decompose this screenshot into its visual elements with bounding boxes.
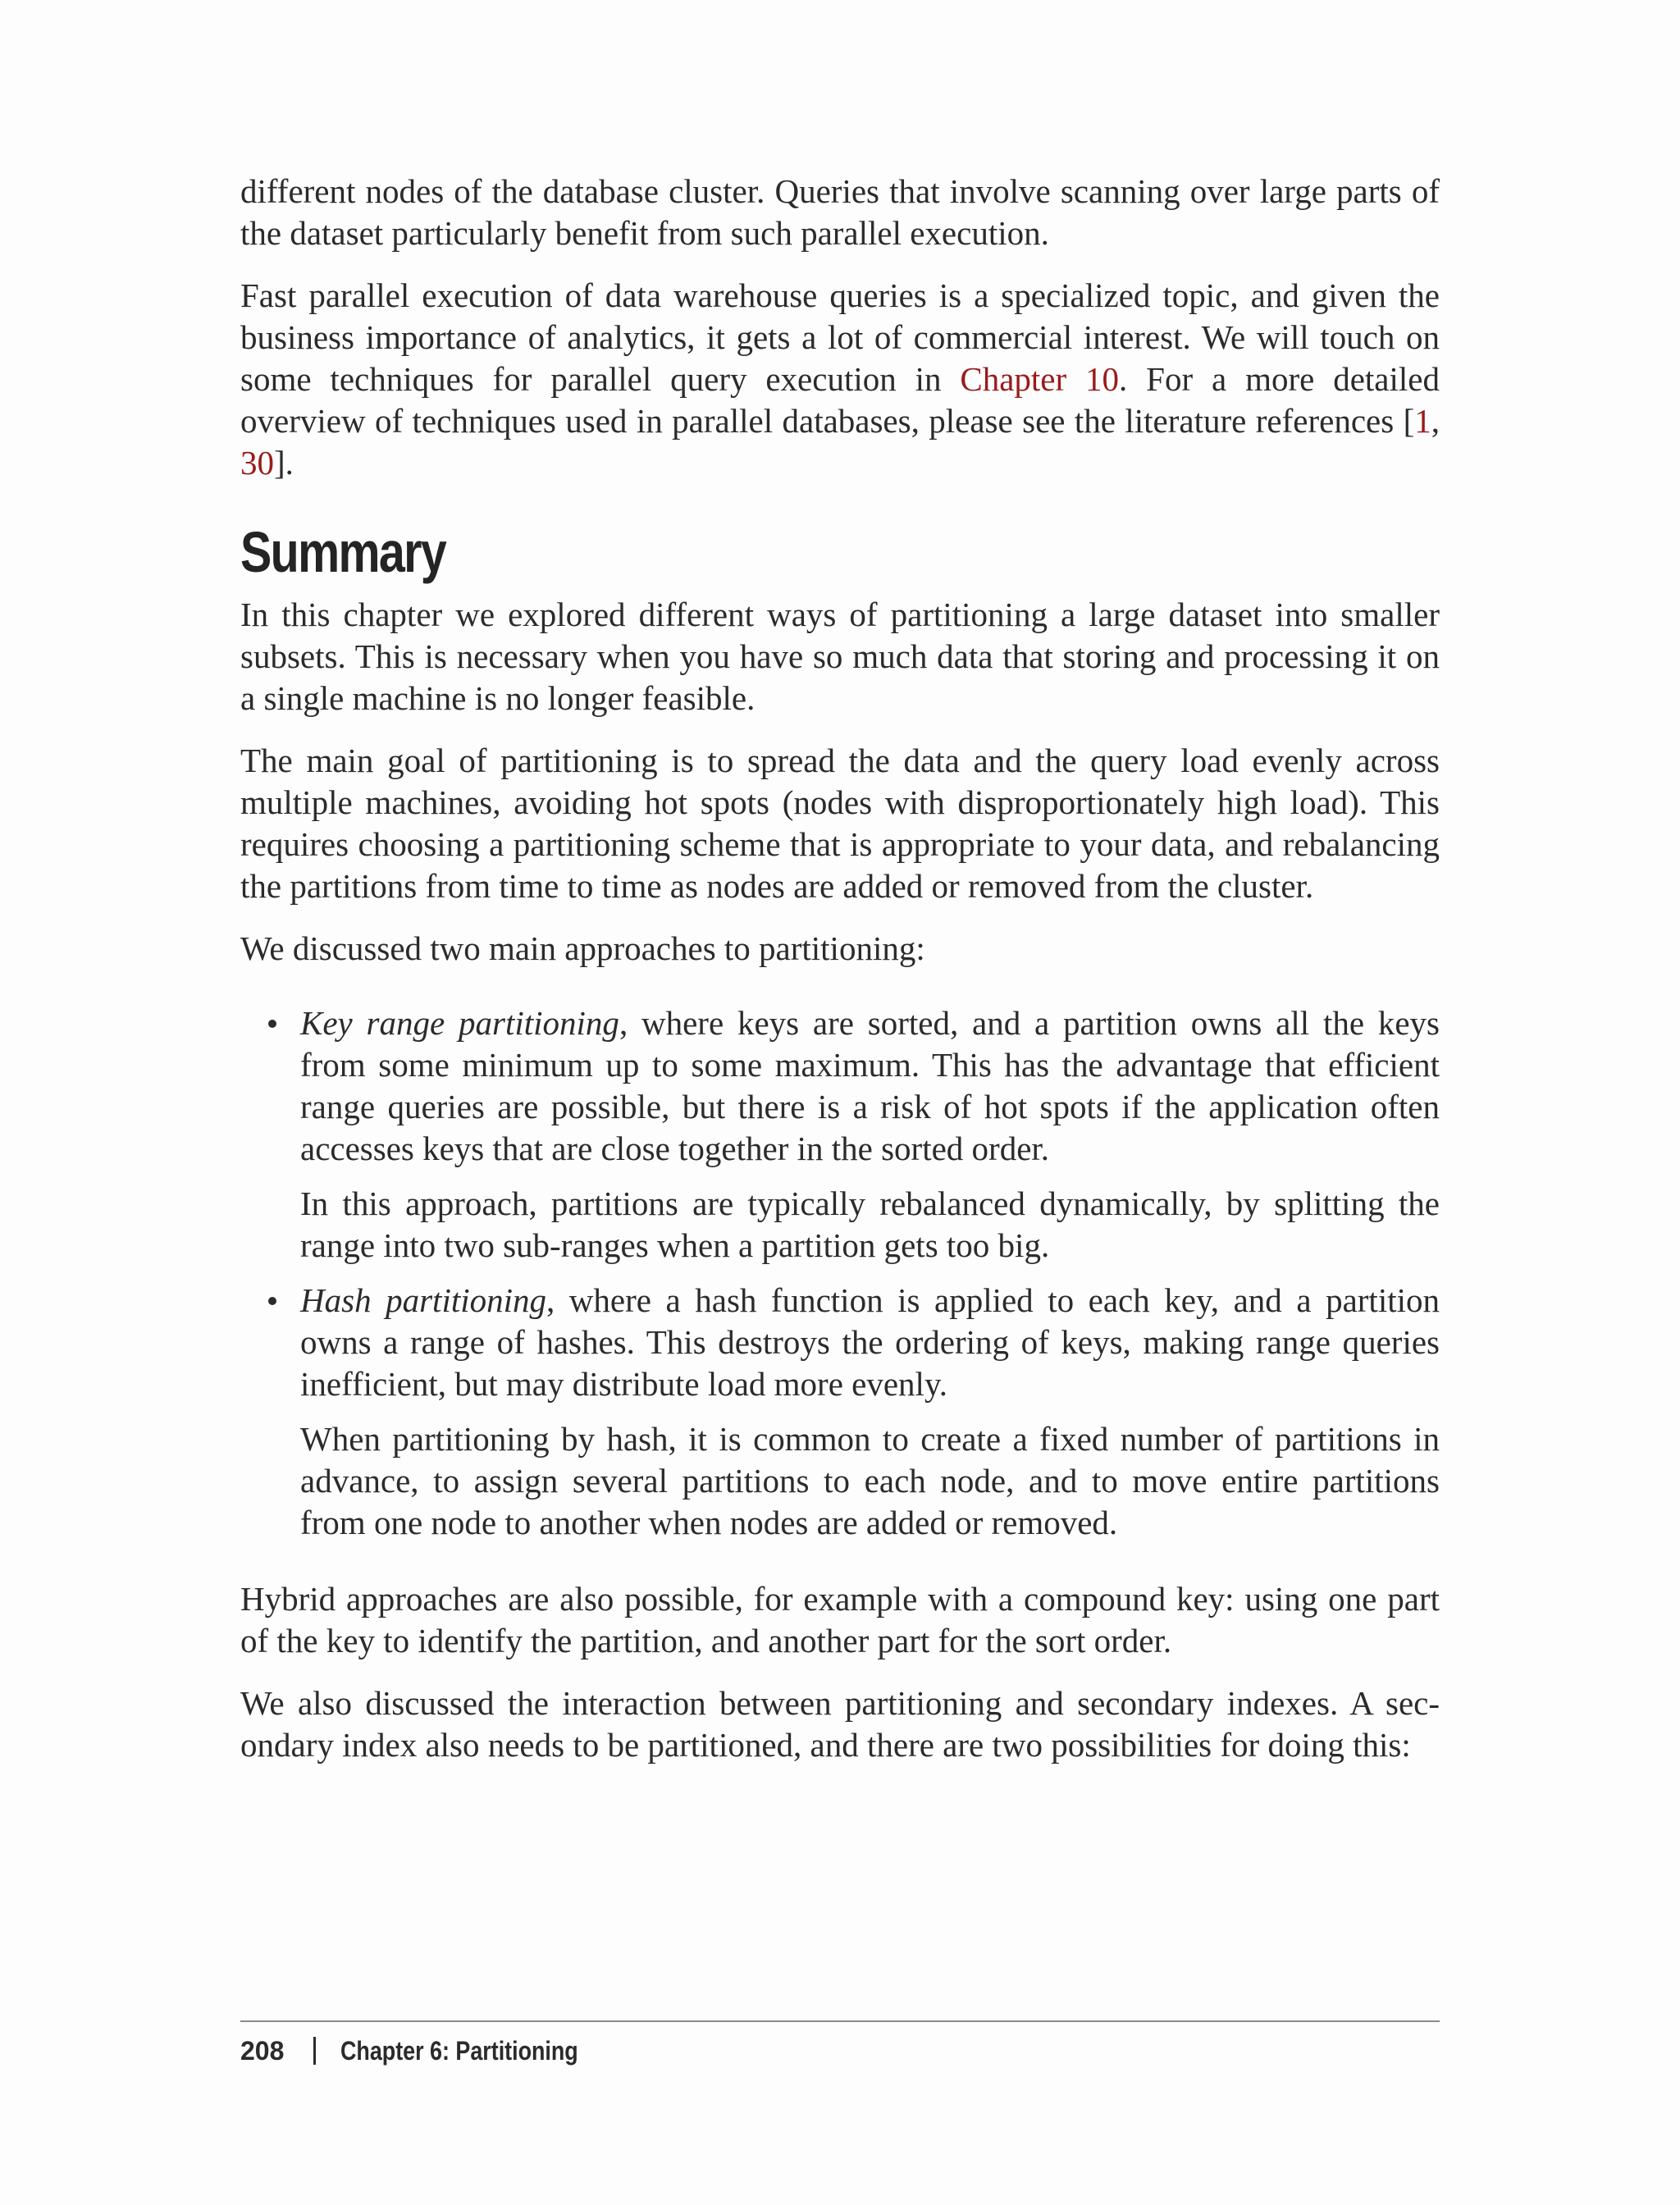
bullet-icon xyxy=(268,1020,276,1028)
page-number: 208 xyxy=(240,2035,285,2066)
intro-p2-text-before: Fast parallel execution of data warehouse queries is a specialized topic, and given the business importance of analytics, it gets a lot of commercial interest. We will touch on some techniques for parallel query execution in xyxy=(240,276,1440,398)
intro-p2-text-end: ]. xyxy=(274,444,294,482)
bullet-icon xyxy=(268,1297,276,1305)
summary-paragraph-1: In this chapter we explored different ways of partitioning a large dataset into smaller subsets. This is necessary when you have so much data that storing and processing it on a single machine is no longer feasible. xyxy=(240,596,1440,717)
summary-heading: Summary xyxy=(240,520,446,584)
list-item-subparagraph: When partitioning by hash, it is common to create a fixed number of partitions in advance, to assign several partitions to each node, and to move entire partitions from one node to another when nodes are added or removed. xyxy=(300,1420,1440,1541)
page-body xyxy=(240,171,1440,1766)
intro-paragraph-1: different nodes of the database cluster. Queries that involve scanning over large parts of the dataset particularly benefit from such parallel execution. xyxy=(240,172,1440,252)
page-footer xyxy=(240,2033,623,2069)
chapter-10-link[interactable]: Chapter 10 xyxy=(960,360,1120,398)
reference-separator: , xyxy=(1431,402,1440,440)
partitioning-approaches-list xyxy=(240,1002,1440,1544)
list-item-subparagraph: In this approach, partitions are typically rebalanced dynamically, by splitting the range into two sub-ranges when a partition gets too big. xyxy=(300,1185,1440,1264)
list-item-term: Key range partitioning xyxy=(300,1004,619,1042)
reference-30-link[interactable]: 30 xyxy=(240,444,274,482)
list-item-text xyxy=(300,1002,1440,1170)
summary-paragraph-5: We also discussed the interaction between partitioning and secondary indexes. A secondary index also needs to be partitioned, and there are two possibilities for doing this: xyxy=(240,1684,1440,1764)
summary-paragraph-3: We discussed two main approaches to partitioning: xyxy=(240,929,925,967)
footer-separator xyxy=(313,2037,316,2065)
summary-paragraph-4: Hybrid approaches are also possible, for example with a compound key: using one part of the key to identify the partition, and another part for the sort order. xyxy=(240,1580,1440,1659)
intro-p2-text-after: . For a more detailed overview of techniques used in parallel databases, please see the literature references [ xyxy=(240,360,1440,440)
list-item-hash xyxy=(240,1280,1440,1544)
reference-1-link[interactable]: 1 xyxy=(1414,402,1431,440)
footer-divider xyxy=(240,2020,1440,2022)
list-item-text xyxy=(300,1280,1440,1405)
summary-paragraph-2: The main goal of partitioning is to spread the data and the query load evenly across multiple machines, avoiding hot spots (nodes with disproportionately high load). This requires choosing a partitioning scheme that is appropriate to your data, and rebalancing the partitions from time to time as nodes are added or removed from the cluster. xyxy=(240,742,1440,905)
list-item-term: Hash partitioning xyxy=(300,1281,547,1319)
list-item-description: , where keys are sorted, and a partition owns all the keys from some minimum up to some maximum. This has the advantage that efficient range queries are possible, but there is a risk of hot spots if the application often accesses keys that are close together in the sorted order. xyxy=(300,1004,1440,1167)
list-item-key-range xyxy=(240,1002,1440,1267)
intro-paragraph-2 xyxy=(240,275,1440,484)
list-item-description: , where a hash function is applied to each key, and a partition owns a range of hashes. This destroys the ordering of keys, making range queries inefficient, but may distribute load more evenly. xyxy=(300,1281,1440,1403)
chapter-title: Chapter 6: Partitioning xyxy=(340,2035,579,2066)
